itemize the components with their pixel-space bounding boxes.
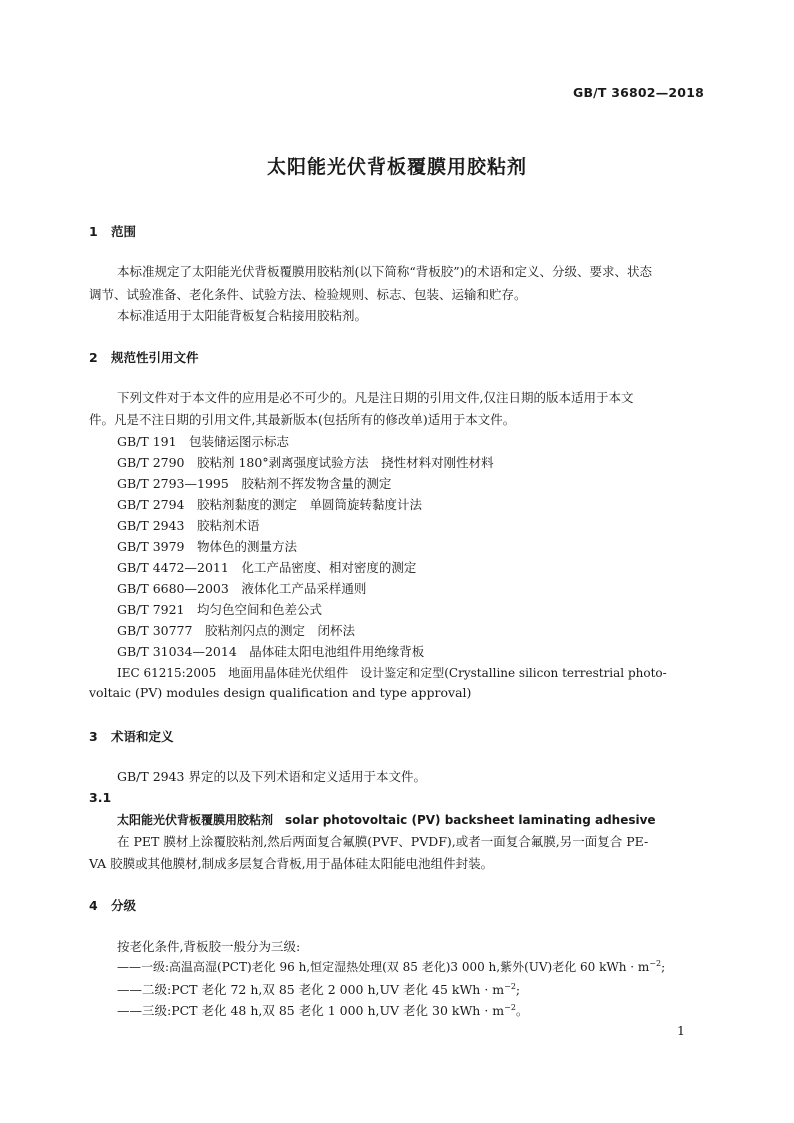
section-1-heading [89,222,136,240]
section-number: 4 [89,898,98,913]
grade-punct: ; [661,960,666,974]
term-entry: 太阳能光伏背板覆膜用胶粘剂 solar photovoltaic (PV) backsheet laminating adhesive [117,813,656,827]
reference-item-iec-continued: voltaic (PV) modules design qualification and type approval) [89,685,472,700]
paragraph-line: 按老化条件,背板胶一般分为三级: [117,939,301,954]
exponent: −2 [649,959,662,968]
grade-punct: 。 [515,1003,529,1018]
paragraph-line: 本标准规定了太阳能光伏背板覆膜用胶粘剂(以下简称“背板胶”)的术语和定义、分级、要求、状态 [117,264,653,279]
reference-item-iec: IEC 61215:2005 地面用晶体硅光伏组件 设计鉴定和定型(Crystalline silicon terrestrial photo- [117,666,667,680]
reference-item: GB/T 2790 胶粘剂 180°剥离强度试验方法 挠性材料对刚性材料 [117,455,494,470]
standard-code: GB/T 36802—2018 [572,85,704,100]
reference-item: GB/T 2793—1995 胶粘剂不挥发物含量的测定 [117,476,392,491]
section-title: 规范性引用文件 [111,350,199,365]
section-number: 1 [89,224,98,239]
reference-item: GB/T 191 包装储运图示标志 [117,434,290,449]
exponent: −2 [504,982,516,991]
page-number: 1 [677,1023,685,1038]
reference-item: GB/T 6680—2003 液体化工产品采样通则 [117,581,367,596]
exponent: −2 [504,1003,516,1012]
paragraph-line: GB/T 2943 界定的以及下列术语和定义适用于本文件。 [117,769,426,784]
section-number: 3 [89,729,98,744]
reference-item: GB/T 31034—2014 晶体硅太阳电池组件用绝缘背板 [117,644,425,659]
paragraph-line: 件。凡是不注日期的引用文件,其最新版本(包括所有的修改单)适用于本文件。 [89,412,516,427]
grade-item-2 [117,980,520,998]
paragraph-line: 本标准适用于太阳能背板复合粘接用胶粘剂。 [117,308,368,323]
section-number: 2 [89,350,98,365]
grade-item-3 [117,1001,528,1019]
reference-item: GB/T 3979 物体色的测量方法 [117,539,298,554]
reference-item: GB/T 4472—2011 化工产品密度、相对密度的测定 [117,560,417,575]
reference-item: GB/T 2943 胶粘剂术语 [117,518,260,533]
section-4-heading [89,896,136,914]
reference-item: GB/T 30777 胶粘剂闪点的测定 闭杯法 [117,623,355,638]
grade-text: ——二级:PCT 老化 72 h,双 85 老化 2 000 h,UV 老化 45 kWh · m [117,982,505,997]
section-title: 范围 [111,224,137,239]
grade-text: ——三级:PCT 老化 48 h,双 85 老化 1 000 h,UV 老化 30 kWh · m [117,1003,505,1018]
subclause-number: 3.1 [89,790,112,805]
section-title: 术语和定义 [111,729,174,744]
grade-punct: ; [515,982,521,997]
definition-line: VA 胶膜或其他膜材,制成多层复合背板,用于晶体硅太阳能电池组件封装。 [89,856,494,871]
grade-item-1 [117,958,665,975]
document-title: 太阳能光伏背板覆膜用胶粘剂 [266,156,527,178]
section-2-heading [89,348,199,366]
reference-item: GB/T 7921 均匀色空间和色差公式 [117,602,323,617]
paragraph-line: 下列文件对于本文件的应用是必不可少的。凡是注日期的引用文件,仅注日期的版本适用于本文 [117,390,634,405]
paragraph-line: 调节、试验准备、老化条件、试验方法、检验规则、标志、包装、运输和贮存。 [89,287,527,302]
section-title: 分级 [111,898,137,913]
grade-text: ——一级:高温高湿(PCT)老化 96 h,恒定湿热处理(双 85 老化)3 000 h,紫外(UV)老化 60 kWh · m [117,960,650,974]
section-3-heading [89,727,174,745]
reference-item: GB/T 2794 胶粘剂黏度的测定 单圆筒旋转黏度计法 [117,497,423,512]
definition-line: 在 PET 膜材上涂覆胶粘剂,然后两面复合氟膜(PVF、PVDF),或者一面复合氟膜,另一面复合 PE- [117,834,649,849]
